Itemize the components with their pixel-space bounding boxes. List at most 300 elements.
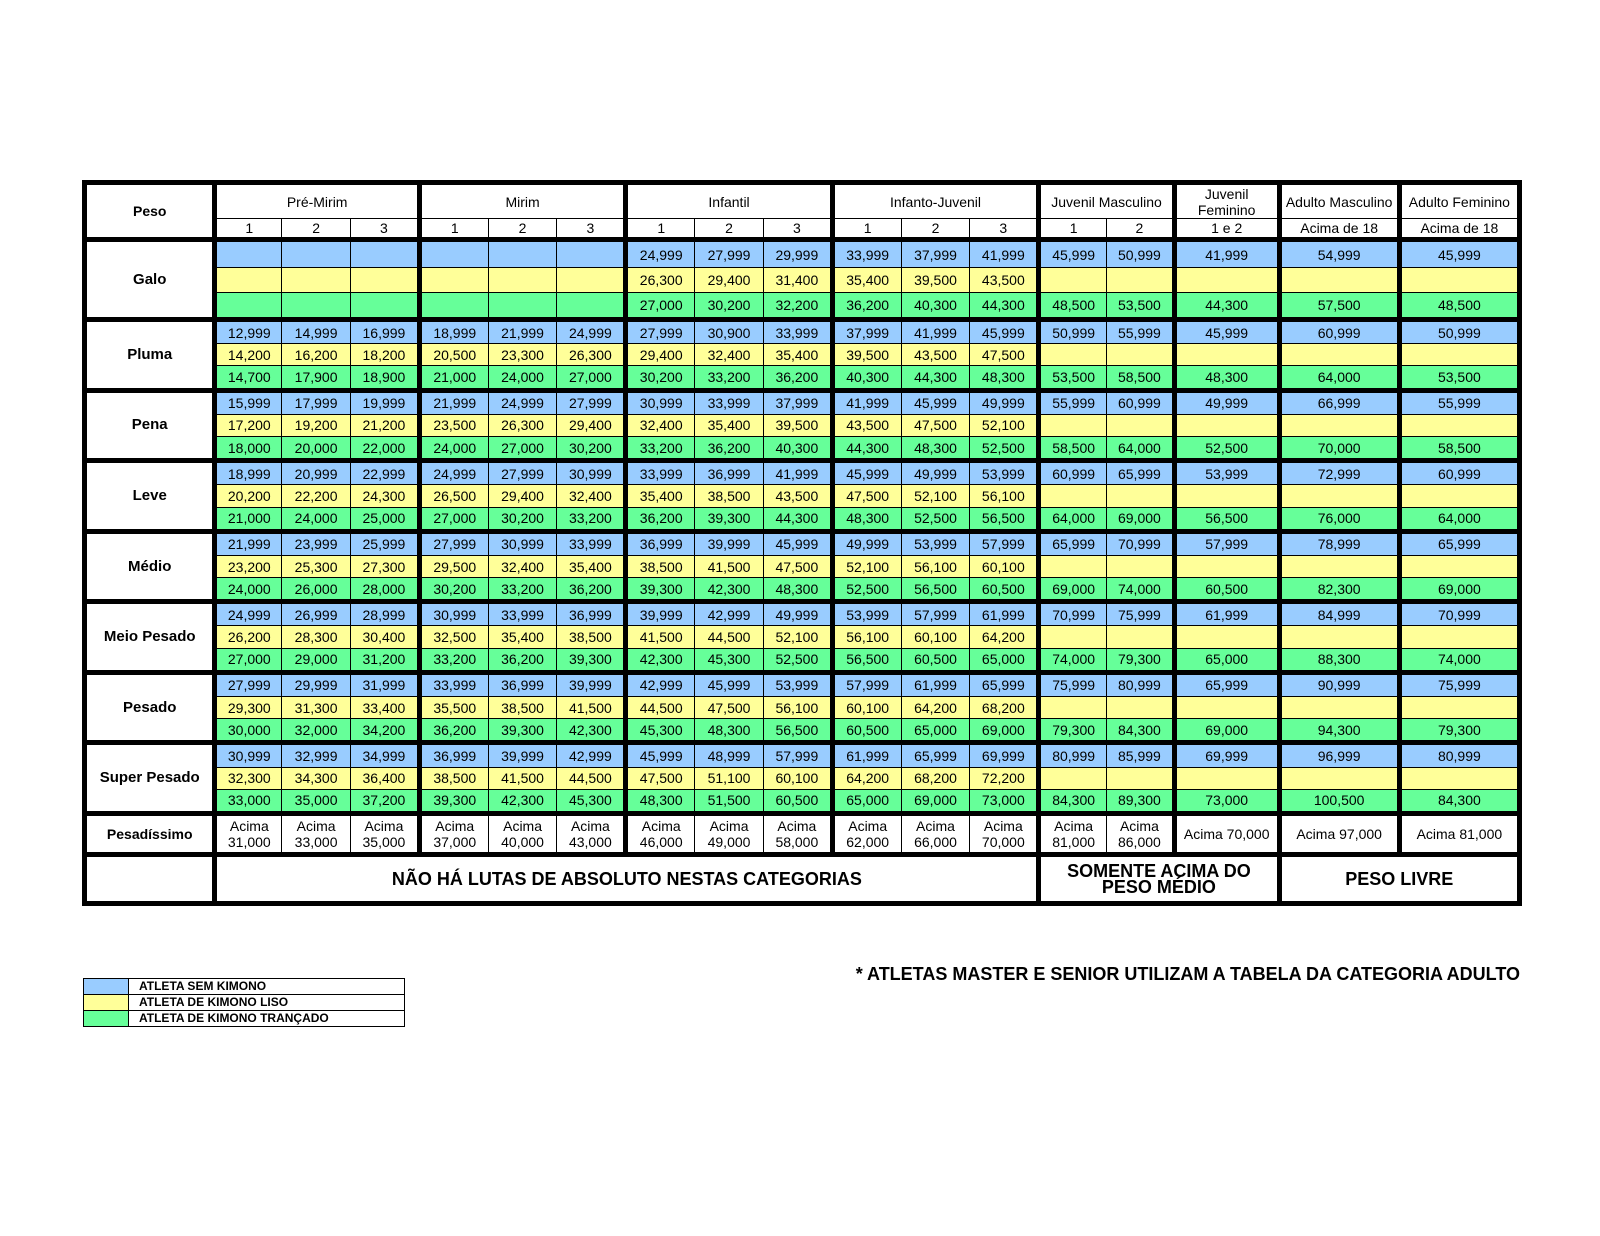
weight-cell: 60,500 — [832, 719, 901, 743]
weight-cell — [282, 267, 351, 292]
weight-cell: 31,300 — [282, 697, 351, 719]
weight-cell — [1399, 485, 1519, 507]
weight-cell: 27,000 — [419, 507, 488, 531]
weight-cell: 69,000 — [1107, 507, 1175, 531]
weight-cell: 29,300 — [215, 697, 282, 719]
weight-row — [85, 697, 1520, 719]
weight-cell: 39,300 — [626, 578, 695, 602]
weight-cell: 55,999 — [1399, 390, 1519, 414]
weight-cell: 27,999 — [695, 240, 764, 267]
weight-cell: 44,300 — [1174, 292, 1279, 319]
weight-cell: 30,200 — [488, 507, 557, 531]
weight-cell: 36,200 — [763, 366, 832, 390]
weight-cell: 30,999 — [557, 461, 626, 485]
weight-cell: 65,999 — [1399, 531, 1519, 555]
weight-cell: 52,500 — [901, 507, 970, 531]
weight-cell: 65,999 — [1174, 672, 1279, 696]
weight-cell: 33,000 — [215, 789, 282, 813]
subgroup-header: 2 — [282, 219, 351, 240]
weight-cell: 44,500 — [695, 626, 764, 648]
weight-cell: 47,500 — [763, 555, 832, 577]
weight-cell: 20,500 — [419, 344, 488, 366]
weight-cell: 56,100 — [901, 555, 970, 577]
weight-cell: 69,999 — [1174, 743, 1279, 767]
weight-cell: 17,999 — [282, 390, 351, 414]
weight-cell — [1399, 555, 1519, 577]
weight-cell: 45,999 — [1174, 320, 1279, 344]
weight-cell — [1039, 626, 1107, 648]
legend-swatch — [84, 995, 129, 1011]
weight-cell: 30,999 — [488, 531, 557, 555]
weight-cell: 88,300 — [1279, 648, 1399, 672]
weight-cell: 41,500 — [488, 767, 557, 789]
weight-cell: 53,500 — [1399, 366, 1519, 390]
subgroup-header: Acima de 18 — [1279, 219, 1399, 240]
weight-cell: 35,400 — [763, 344, 832, 366]
weight-cell: 36,999 — [557, 602, 626, 626]
weight-cell: 64,200 — [832, 767, 901, 789]
weight-cell: 28,999 — [351, 602, 420, 626]
pesadissimo-cell: Acima 97,000 — [1279, 813, 1399, 854]
legend-swatch — [84, 1011, 129, 1027]
weight-cell: 53,999 — [763, 672, 832, 696]
weight-cell: 52,500 — [970, 437, 1039, 461]
weight-row — [85, 485, 1520, 507]
group-header: Adulto Masculino — [1279, 183, 1399, 219]
weight-cell — [1174, 555, 1279, 577]
weight-cell: 37,999 — [832, 320, 901, 344]
weight-cell: 43,500 — [901, 344, 970, 366]
weight-cell — [1107, 414, 1175, 436]
weight-cell — [557, 240, 626, 267]
weight-cell: 39,500 — [901, 267, 970, 292]
group-header: Mirim — [419, 183, 625, 219]
weight-cell: 57,999 — [901, 602, 970, 626]
weight-cell — [488, 292, 557, 319]
weight-cell: 53,999 — [832, 602, 901, 626]
subgroup-header: 1 — [1039, 219, 1107, 240]
weight-cell: 84,300 — [1039, 789, 1107, 813]
weight-cell — [1399, 626, 1519, 648]
weight-cell: 78,999 — [1279, 531, 1399, 555]
weight-cell: 49,999 — [1174, 390, 1279, 414]
weight-cell: 25,000 — [351, 507, 420, 531]
weight-cell: 16,200 — [282, 344, 351, 366]
weight-cell: 49,999 — [901, 461, 970, 485]
weight-cell: 14,200 — [215, 344, 282, 366]
weight-cell: 70,999 — [1107, 531, 1175, 555]
weight-cell: 29,400 — [557, 414, 626, 436]
pesadissimo-cell: Acima 49,000 — [695, 813, 764, 854]
pesadissimo-cell: Acima 70,000 — [1174, 813, 1279, 854]
weight-cell: 27,000 — [557, 366, 626, 390]
weight-cell: 90,999 — [1279, 672, 1399, 696]
weight-cell: 57,999 — [1174, 531, 1279, 555]
weight-cell — [488, 240, 557, 267]
weight-cell: 39,999 — [557, 672, 626, 696]
weight-cell: 60,999 — [1399, 461, 1519, 485]
weight-cell: 26,999 — [282, 602, 351, 626]
weight-cell: 26,300 — [557, 344, 626, 366]
weight-cell: 32,300 — [215, 767, 282, 789]
weight-cell: 38,500 — [488, 697, 557, 719]
weight-cell: 26,500 — [419, 485, 488, 507]
weight-cell: 44,300 — [901, 366, 970, 390]
weight-cell: 60,999 — [1039, 461, 1107, 485]
weight-cell: 30,200 — [557, 437, 626, 461]
weight-cell: 57,999 — [763, 743, 832, 767]
weight-cell — [1107, 626, 1175, 648]
weight-cell: 27,999 — [419, 531, 488, 555]
weight-cell: 69,000 — [1174, 719, 1279, 743]
weight-cell: 64,000 — [1107, 437, 1175, 461]
weight-cell: 31,999 — [351, 672, 420, 696]
weight-cell: 49,999 — [832, 531, 901, 555]
pesadissimo-cell: Acima 70,000 — [970, 813, 1039, 854]
subgroup-header: 3 — [763, 219, 832, 240]
weight-cell: 82,300 — [1279, 578, 1399, 602]
weight-cell: 32,400 — [557, 485, 626, 507]
weight-cell: 60,999 — [1279, 320, 1399, 344]
weight-cell — [1174, 414, 1279, 436]
subgroup-header: 1 — [626, 219, 695, 240]
category-name: Pesadíssimo — [85, 813, 215, 854]
weight-cell: 73,000 — [970, 789, 1039, 813]
weight-cell: 30,900 — [695, 320, 764, 344]
weight-cell: 53,999 — [1174, 461, 1279, 485]
weight-cell: 24,999 — [488, 390, 557, 414]
weight-cell: 56,500 — [832, 648, 901, 672]
weight-row — [85, 366, 1520, 390]
weight-cell: 36,999 — [419, 743, 488, 767]
subgroup-header: 2 — [901, 219, 970, 240]
weight-cell: 44,500 — [626, 697, 695, 719]
master-senior-note: * ATLETAS MASTER E SENIOR UTILIZAM A TABELA DA CATEGORIA ADULTO — [855, 964, 1520, 984]
weight-cell — [351, 267, 420, 292]
subgroup-header: 2 — [695, 219, 764, 240]
pesadissimo-cell: Acima 35,000 — [351, 813, 420, 854]
weight-cell: 36,999 — [626, 531, 695, 555]
weight-cell: 50,999 — [1039, 320, 1107, 344]
weight-cell: 44,300 — [970, 292, 1039, 319]
weight-cell: 24,999 — [419, 461, 488, 485]
weight-cell: 35,400 — [488, 626, 557, 648]
weight-cell: 80,999 — [1039, 743, 1107, 767]
weight-cell: 24,999 — [557, 320, 626, 344]
weight-cell: 29,999 — [282, 672, 351, 696]
legend-item — [84, 979, 405, 995]
weight-cell: 61,999 — [832, 743, 901, 767]
weight-cell: 74,000 — [1039, 648, 1107, 672]
weight-cell: 24,000 — [488, 366, 557, 390]
weight-cell: 32,400 — [695, 344, 764, 366]
weight-cell — [1039, 267, 1107, 292]
weight-cell — [1279, 555, 1399, 577]
weight-cell: 52,500 — [763, 648, 832, 672]
weight-cell — [1279, 626, 1399, 648]
weight-cell: 51,500 — [695, 789, 764, 813]
category-name: Pena — [85, 390, 215, 461]
weight-cell — [419, 240, 488, 267]
weight-cell: 57,999 — [832, 672, 901, 696]
weight-cell: 45,300 — [626, 719, 695, 743]
weight-cell: 41,999 — [970, 240, 1039, 267]
weight-cell — [282, 292, 351, 319]
weight-cell: 42,300 — [626, 648, 695, 672]
weight-cell: 36,999 — [488, 672, 557, 696]
weight-cell: 32,999 — [282, 743, 351, 767]
weight-cell: 85,999 — [1107, 743, 1175, 767]
weight-cell: 33,999 — [419, 672, 488, 696]
weight-cell: 38,500 — [695, 485, 764, 507]
weight-cell: 56,500 — [970, 507, 1039, 531]
weight-cell: 26,300 — [626, 267, 695, 292]
weight-cell: 27,000 — [488, 437, 557, 461]
weight-cell: 42,999 — [695, 602, 764, 626]
weight-cell: 58,500 — [1107, 366, 1175, 390]
weight-cell: 24,999 — [215, 602, 282, 626]
weight-cell: 79,300 — [1039, 719, 1107, 743]
weight-row — [85, 767, 1520, 789]
absoluto-empty-cell — [85, 855, 215, 904]
weight-cell: 57,500 — [1279, 292, 1399, 319]
weight-cell: 30,400 — [351, 626, 420, 648]
weight-cell: 35,400 — [557, 555, 626, 577]
weight-cell: 60,500 — [1174, 578, 1279, 602]
weight-cell — [1107, 344, 1175, 366]
weight-cell: 29,400 — [695, 267, 764, 292]
somente-banner: SOMENTE ACIMA DO PESO MÉDIO — [1039, 855, 1279, 904]
weight-cell: 54,999 — [1279, 240, 1399, 267]
weight-cell: 33,999 — [488, 602, 557, 626]
subheader-row — [85, 219, 1520, 240]
weight-cell: 41,500 — [626, 626, 695, 648]
weight-cell — [1174, 767, 1279, 789]
weight-cell: 19,999 — [351, 390, 420, 414]
group-header: Infanto-Juvenil — [832, 183, 1038, 219]
weight-cell: 70,999 — [1039, 602, 1107, 626]
weight-cell: 23,200 — [215, 555, 282, 577]
weight-cell: 50,999 — [1107, 240, 1175, 267]
weight-cell: 84,999 — [1279, 602, 1399, 626]
weight-cell: 21,000 — [419, 366, 488, 390]
weight-cell — [1174, 626, 1279, 648]
weight-cell: 41,999 — [1174, 240, 1279, 267]
weight-cell: 48,300 — [1174, 366, 1279, 390]
weight-cell: 33,999 — [832, 240, 901, 267]
weight-cell: 33,999 — [695, 390, 764, 414]
pesadissimo-cell: Acima 81,000 — [1039, 813, 1107, 854]
weight-cell: 76,000 — [1279, 507, 1399, 531]
weight-cell: 29,999 — [763, 240, 832, 267]
weight-cell: 44,300 — [832, 437, 901, 461]
weight-cell — [1279, 767, 1399, 789]
weight-cell: 84,300 — [1107, 719, 1175, 743]
weight-cell: 39,300 — [557, 648, 626, 672]
group-header: Pré-Mirim — [215, 183, 419, 219]
weight-cell: 39,999 — [488, 743, 557, 767]
weight-cell — [1279, 414, 1399, 436]
weight-cell: 36,200 — [419, 719, 488, 743]
weight-row — [85, 292, 1520, 319]
weight-row — [85, 672, 1520, 696]
weight-cell: 52,500 — [832, 578, 901, 602]
weight-cell — [419, 292, 488, 319]
weight-cell: 37,999 — [763, 390, 832, 414]
weight-cell: 31,400 — [763, 267, 832, 292]
weight-cell: 24,000 — [419, 437, 488, 461]
weight-cell: 60,500 — [970, 578, 1039, 602]
weight-cell — [1107, 555, 1175, 577]
category-name: Leve — [85, 461, 215, 532]
weight-cell: 33,400 — [351, 697, 420, 719]
weight-cell: 21,999 — [419, 390, 488, 414]
weight-cell: 33,999 — [626, 461, 695, 485]
weight-cell: 14,700 — [215, 366, 282, 390]
weight-cell: 45,999 — [763, 531, 832, 555]
weight-cell: 30,200 — [419, 578, 488, 602]
weight-cell: 28,300 — [282, 626, 351, 648]
subgroup-header: 1 — [832, 219, 901, 240]
weight-cell: 30,999 — [215, 743, 282, 767]
weight-cell: 56,500 — [901, 578, 970, 602]
weight-cell: 49,999 — [970, 390, 1039, 414]
weight-cell: 17,900 — [282, 366, 351, 390]
weight-cell: 45,999 — [626, 743, 695, 767]
weight-cell: 30,999 — [626, 390, 695, 414]
weight-cell — [1174, 697, 1279, 719]
legend-swatch — [84, 979, 129, 995]
weight-cell — [419, 267, 488, 292]
weight-cell: 40,300 — [832, 366, 901, 390]
weight-cell: 29,000 — [282, 648, 351, 672]
weight-cell — [1399, 267, 1519, 292]
weight-cell: 52,100 — [970, 414, 1039, 436]
weight-cell: 41,500 — [695, 555, 764, 577]
weight-cell: 73,000 — [1174, 789, 1279, 813]
weight-cell: 34,300 — [282, 767, 351, 789]
pesadissimo-cell: Acima 31,000 — [215, 813, 282, 854]
weight-cell: 23,500 — [419, 414, 488, 436]
weight-cell: 32,200 — [763, 292, 832, 319]
weight-table — [82, 180, 1522, 906]
weight-cell: 65,999 — [970, 672, 1039, 696]
weight-cell — [1279, 697, 1399, 719]
weight-cell — [1039, 344, 1107, 366]
weight-cell: 32,000 — [282, 719, 351, 743]
pesadissimo-cell: Acima 86,000 — [1107, 813, 1175, 854]
weight-cell — [1399, 697, 1519, 719]
weight-row — [85, 719, 1520, 743]
weight-cell: 48,300 — [626, 789, 695, 813]
weight-cell: 80,999 — [1107, 672, 1175, 696]
weight-cell: 15,999 — [215, 390, 282, 414]
weight-cell: 65,000 — [901, 719, 970, 743]
weight-cell — [1279, 267, 1399, 292]
weight-cell: 30,200 — [695, 292, 764, 319]
weight-cell: 39,999 — [626, 602, 695, 626]
weight-cell — [1039, 555, 1107, 577]
subgroup-header: 3 — [970, 219, 1039, 240]
weight-cell: 27,300 — [351, 555, 420, 577]
weight-cell: 61,999 — [970, 602, 1039, 626]
weight-cell: 18,900 — [351, 366, 420, 390]
weight-cell: 33,200 — [419, 648, 488, 672]
weight-cell: 27,999 — [626, 320, 695, 344]
weight-cell: 100,500 — [1279, 789, 1399, 813]
weight-cell: 48,300 — [763, 578, 832, 602]
weight-cell: 42,300 — [557, 719, 626, 743]
weight-cell — [557, 267, 626, 292]
weight-row — [85, 414, 1520, 436]
weight-cell: 48,999 — [695, 743, 764, 767]
weight-cell: 45,999 — [970, 320, 1039, 344]
weight-cell: 18,999 — [419, 320, 488, 344]
weight-row — [85, 743, 1520, 767]
weight-cell: 23,999 — [282, 531, 351, 555]
weight-row — [85, 789, 1520, 813]
weight-cell: 38,500 — [626, 555, 695, 577]
weight-cell: 34,999 — [351, 743, 420, 767]
pesadissimo-cell: Acima 46,000 — [626, 813, 695, 854]
subgroup-header: 2 — [1107, 219, 1175, 240]
category-name: Super Pesado — [85, 743, 215, 814]
group-header: Infantil — [626, 183, 832, 219]
weight-cell: 18,000 — [215, 437, 282, 461]
weight-cell: 75,999 — [1107, 602, 1175, 626]
weight-cell — [488, 267, 557, 292]
weight-cell — [1399, 414, 1519, 436]
absoluto-row — [85, 855, 1520, 904]
weight-cell: 19,200 — [282, 414, 351, 436]
weight-cell: 36,400 — [351, 767, 420, 789]
peso-header: Peso — [85, 183, 215, 240]
weight-cell — [215, 292, 282, 319]
weight-row — [85, 648, 1520, 672]
weight-cell: 69,999 — [970, 743, 1039, 767]
weight-cell: 24,999 — [626, 240, 695, 267]
weight-cell: 24,000 — [282, 507, 351, 531]
weight-cell: 60,100 — [763, 767, 832, 789]
weight-cell: 26,300 — [488, 414, 557, 436]
weight-cell: 48,500 — [1039, 292, 1107, 319]
weight-cell: 58,500 — [1039, 437, 1107, 461]
weight-cell: 57,999 — [970, 531, 1039, 555]
weight-cell — [1279, 485, 1399, 507]
weight-cell — [1107, 697, 1175, 719]
weight-cell — [1399, 344, 1519, 366]
weight-cell: 35,000 — [282, 789, 351, 813]
weight-cell: 22,200 — [282, 485, 351, 507]
pesadissimo-cell: Acima 62,000 — [832, 813, 901, 854]
weight-cell: 38,500 — [557, 626, 626, 648]
weight-cell: 48,300 — [970, 366, 1039, 390]
weight-row — [85, 344, 1520, 366]
weight-cell: 45,999 — [1039, 240, 1107, 267]
weight-row — [85, 626, 1520, 648]
weight-cell: 47,500 — [832, 485, 901, 507]
legend-label: ATLETA DE KIMONO TRANÇADO — [129, 1011, 405, 1027]
category-name: Pesado — [85, 672, 215, 743]
weight-cell: 30,200 — [626, 366, 695, 390]
weight-cell: 22,999 — [351, 461, 420, 485]
weight-cell: 56,500 — [1174, 507, 1279, 531]
weight-row — [85, 390, 1520, 414]
weight-cell: 64,200 — [970, 626, 1039, 648]
weight-cell: 56,100 — [763, 697, 832, 719]
group-header: Adulto Feminino — [1399, 183, 1519, 219]
weight-cell: 16,999 — [351, 320, 420, 344]
